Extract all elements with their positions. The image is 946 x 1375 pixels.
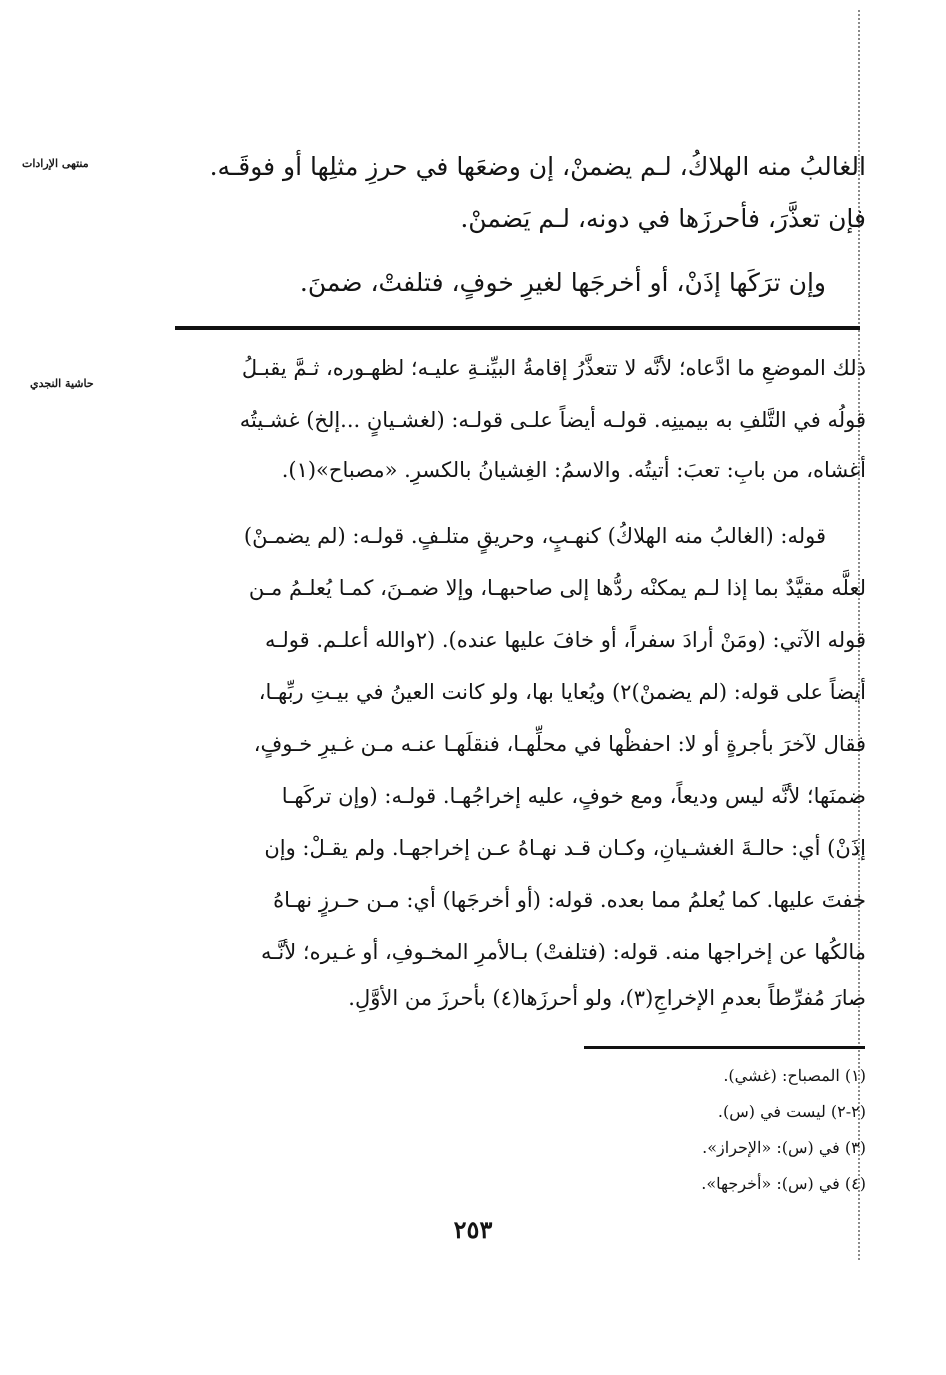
matn-line: الغالبُ منه الهلاكُ، لـم يضمنْ، إن وضعَها في حرزِ مثلِها أو فوقَـه. bbox=[209, 152, 866, 181]
hashiya-line: ضمنَها؛ لأنَّه ليس وديعاً، ومع خوفٍ، عليه إخراجُهـا. قولـه: (وإن تركَهـا bbox=[281, 784, 866, 808]
matn-block bbox=[176, 140, 866, 310]
footnote: (٣) في (س): «الإحراز». bbox=[702, 1138, 866, 1157]
page-number: ٢٥٣ bbox=[453, 1215, 493, 1244]
hashiya-line: صارَ مُفرِّطاً بعدمِ الإخراجِ(٣)، ولو أحرزَها(٤) بأحرزَ من الأوَّلِ. bbox=[348, 986, 866, 1010]
hashiya-paragraph-2 bbox=[176, 520, 866, 1020]
hashiya-line: أيضاً على قوله: (لم يضمنْ)٢) ويُعايا بها، ولو كانت العينُ في بيـتِ ربِّهـا، bbox=[258, 680, 866, 704]
footnote: (٢-٢) ليست في (س). bbox=[717, 1102, 866, 1121]
footnote: (٤) في (س): «أخرجها». bbox=[701, 1174, 866, 1193]
hashiya-line: قولُه في التَّلفِ به بيمينِه. قولـه أيضاً علـى قولـه: (لغشـيانٍ ...إلخ) غشـيتُه bbox=[239, 408, 866, 432]
hashiya-line: ذلك الموضعِ ما ادَّعاه؛ لأنَّه لا تتعذَّرُ إقامةُ البيِّنـةِ عليـه؛ لظهـوره، ثـمَّ يقبـلُ bbox=[241, 356, 866, 380]
hashiya-line: خفتَ عليها. كما يُعلمُ مما بعده. قوله: (أو أخرجَها) أي: مـن حـرزٍ نهـاهُ bbox=[273, 888, 866, 912]
hashiya-line: إذَنْ) أي: حالـةَ الغشـيانِ، وكـان قـد نهـاهُ عـن إخراجهـا. ولم يقـلْ: وإن bbox=[264, 836, 866, 860]
hashiya-line: فقال لآخرَ بأجرةٍ أو لا: احفظْها في محلِّهـا، فنقلَهـا عنـه مـن غـيرِ خـوفٍ، bbox=[253, 732, 866, 756]
matn-line: وإن ترَكَها إذَنْ، أو أخرجَها لغيرِ خوفٍ، فتلفتْ، ضمنَ. bbox=[299, 268, 826, 297]
hashiya-line: لعلَّه مقيَّدٌ بما إذا لـم يمكنْه ردُّها إلى صاحبهـا، وإلا ضمـنَ، كمـا يُعلـمُ مـن bbox=[248, 576, 866, 600]
side-label-matn: منتهى الإرادات bbox=[22, 157, 89, 170]
matn-line: فإن تعذَّرَ، فأحرزَها في دونه، لـم يَضمنْ. bbox=[460, 204, 866, 233]
hashiya-paragraph-1 bbox=[176, 350, 866, 500]
hashiya-line: قوله: (الغالبُ منه الهلاكُ) كنهـبٍ، وحريقٍ متلـفٍ. قولـه: (لم يضمـنْ) bbox=[243, 524, 826, 548]
hashiya-line: أغشاه، من بابِ: تعبَ: أتيتُه. والاسمُ: الغِشيانُ بالكسرِ. «مصباح»(١). bbox=[281, 458, 866, 482]
hashiya-line: مالكُها عن إخراجها منه. قوله: (فتلفتْ) بـالأمرِ المخـوفِ، أو غـيره؛ لأنَّـه bbox=[260, 940, 866, 964]
footnote-divider bbox=[584, 1046, 865, 1049]
section-divider bbox=[175, 326, 860, 330]
side-label-hashiya: حاشية النجدي bbox=[30, 377, 94, 390]
footnote: (١) المصباح: (غشي). bbox=[723, 1066, 866, 1085]
hashiya-line: قوله الآتي: (ومَنْ أرادَ سفراً، أو خافَ عليها عنده). (٢والله أعلـم. قولـه bbox=[264, 628, 866, 652]
